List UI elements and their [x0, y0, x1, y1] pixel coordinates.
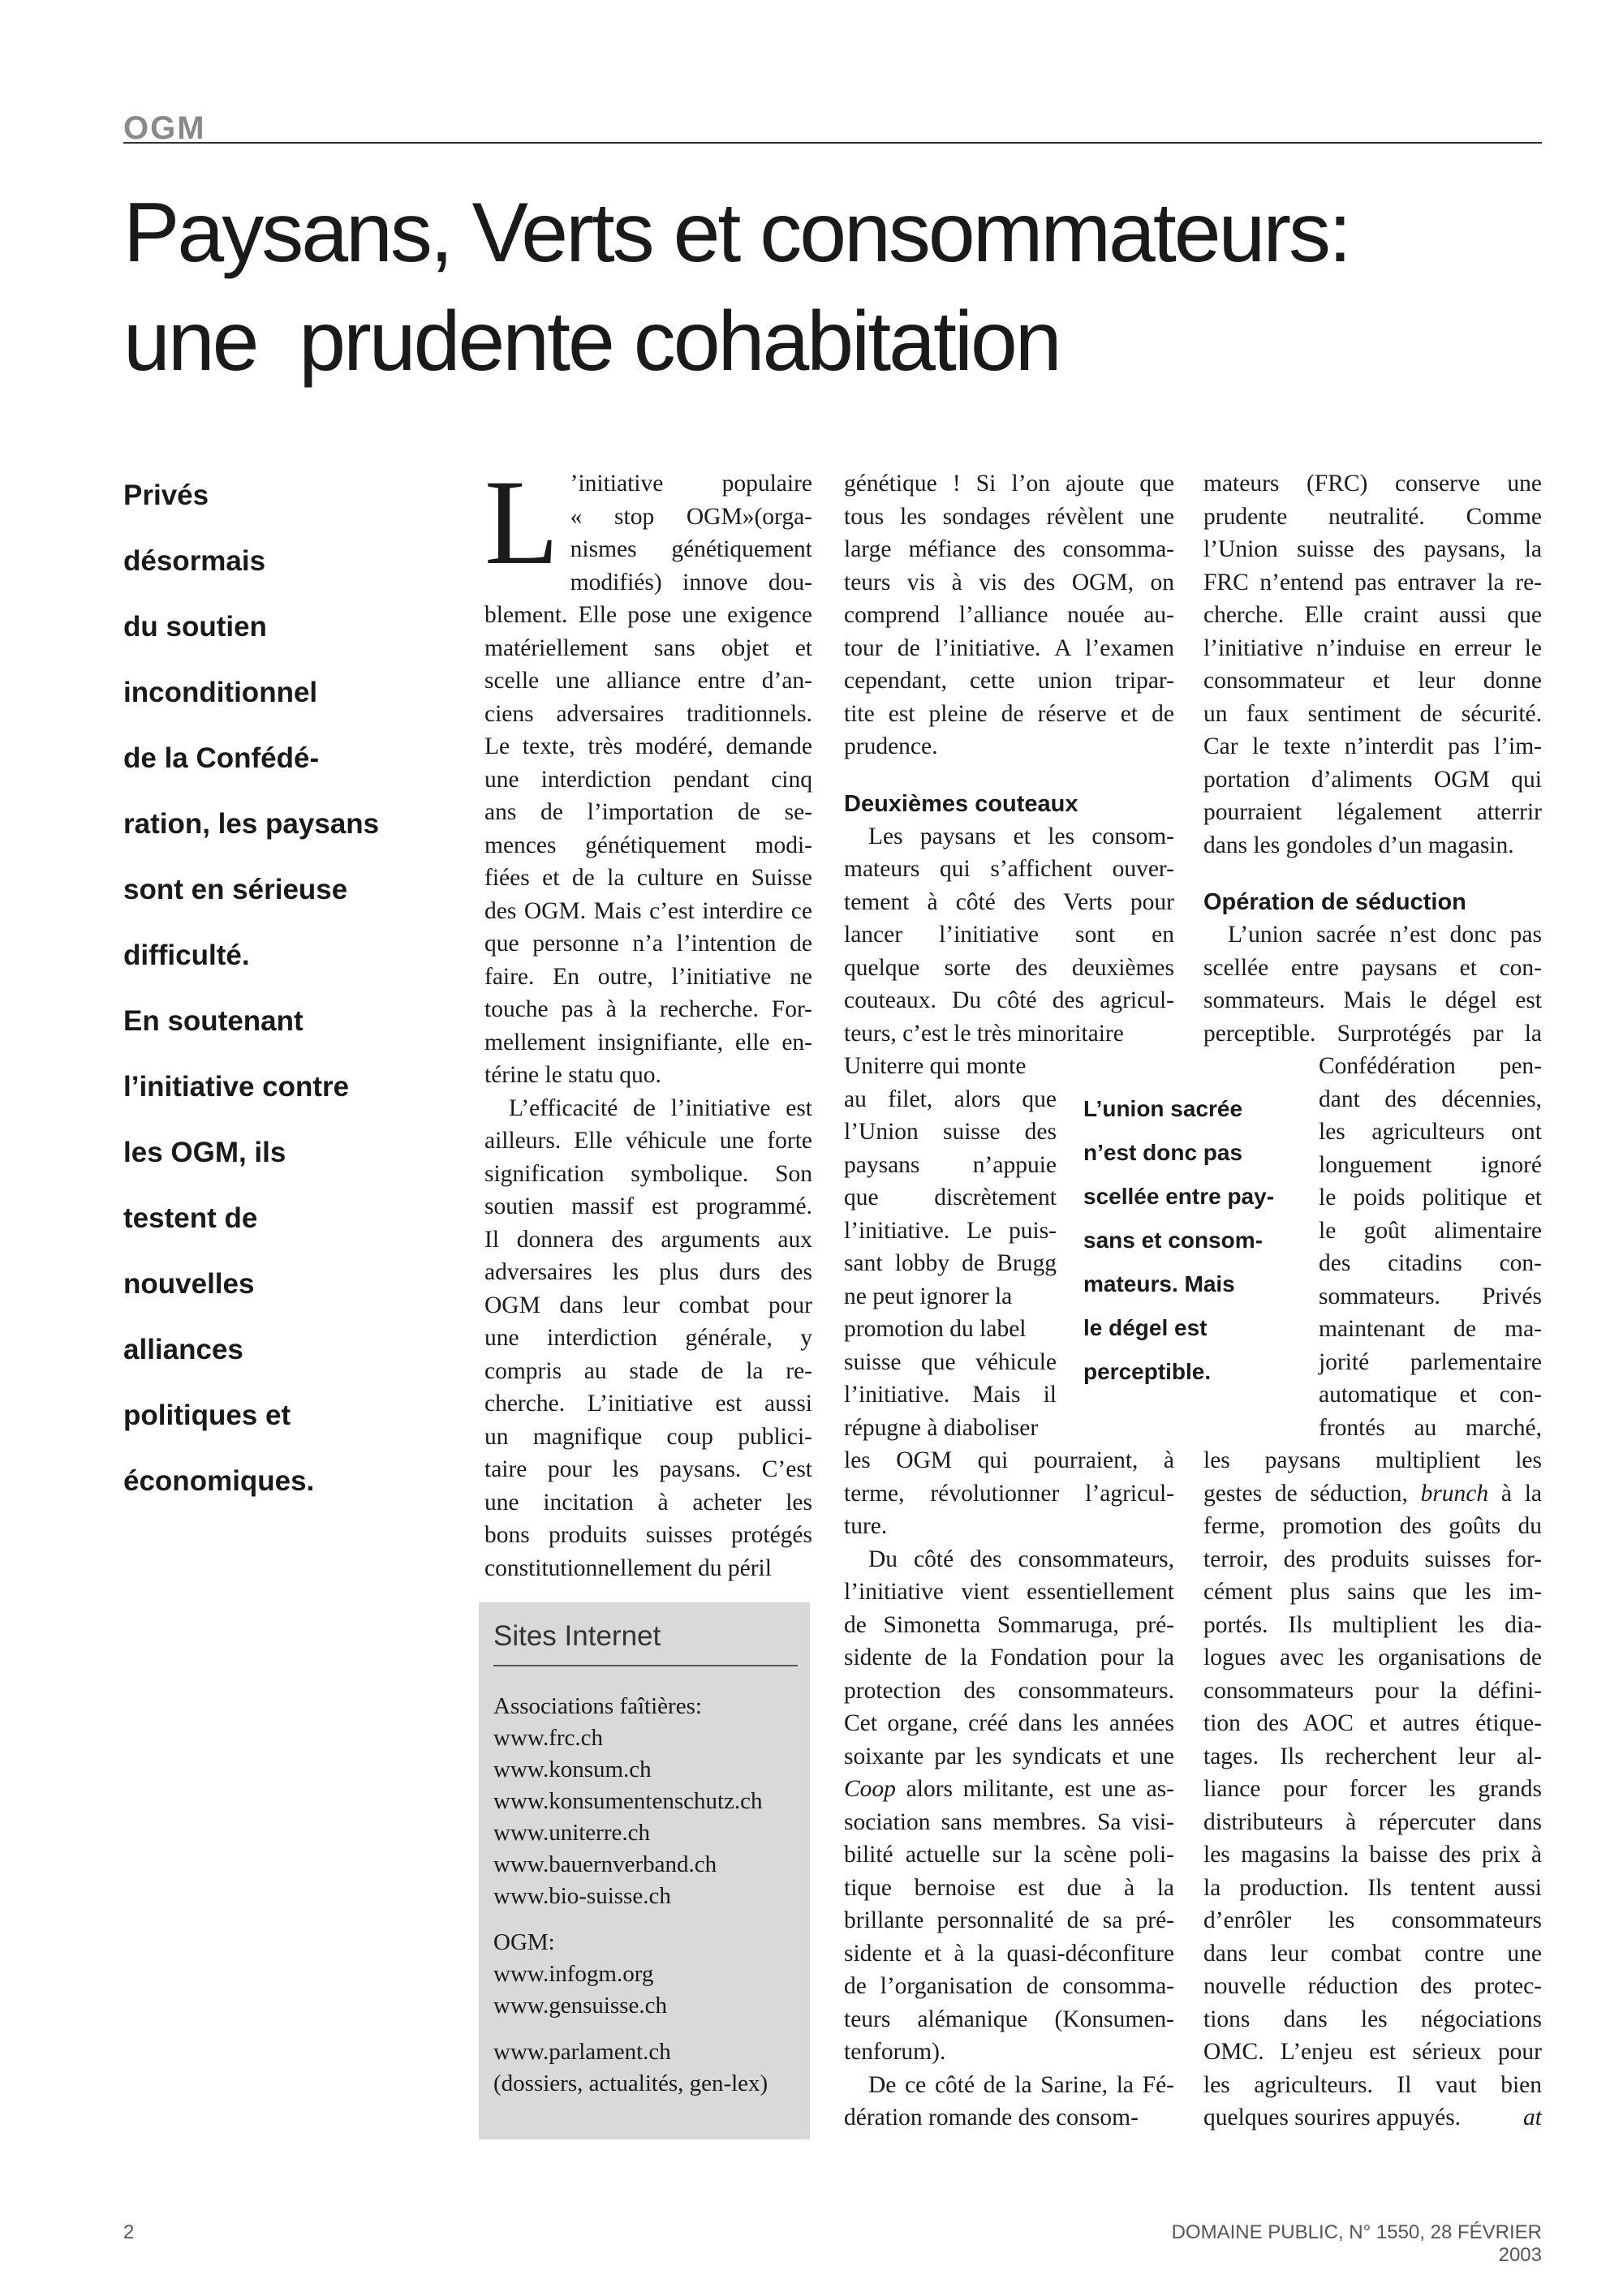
article-line: L’union sacrée n’est donc pas	[1228, 922, 1542, 948]
group-label-ogm: OGM:	[493, 1929, 555, 1955]
article-line: consommateurs pour la défini-	[1203, 1677, 1542, 1704]
pull-quote-line: n’est donc pas	[1083, 1140, 1243, 1165]
article-line: térine le statu quo.	[484, 1062, 661, 1088]
article-line: tique bernoise est due à la	[844, 1874, 1174, 1901]
article-line: soutien massif est programmé.	[484, 1193, 812, 1219]
article-line: bilité actuelle sur la scène poli-	[844, 1842, 1174, 1868]
article-line: adversaires les plus durs des	[484, 1259, 812, 1285]
link-item[interactable]: www.frc.ch	[493, 1725, 604, 1751]
article-line: des citadins con-	[1319, 1250, 1542, 1276]
link-item[interactable]: www.gensuisse.ch	[493, 1993, 667, 2019]
link-item[interactable]: www.uniterre.ch	[493, 1820, 650, 1846]
article-line: de Simonetta Sommaruga, pré-	[844, 1611, 1174, 1638]
article-line: lancer l’initiative sont en	[844, 922, 1174, 948]
pull-quote-line: scellée entre pay-	[1083, 1184, 1275, 1209]
article-line: frontés au marché,	[1319, 1414, 1542, 1441]
article-line: comprend l’alliance nouée au-	[844, 602, 1174, 628]
lead-line: de la Confédé-	[123, 742, 320, 774]
author-signature: at	[1523, 2105, 1542, 2130]
lead-line: ration, les paysans	[123, 808, 380, 840]
article-line: dans les gondoles d’un magasin.	[1203, 832, 1514, 858]
article-line: cherche. L’initiative est aussi	[484, 1391, 812, 1417]
article-line: ’initiative populaire	[570, 471, 812, 497]
article-line: une interdiction pendant cinq	[484, 766, 812, 793]
article-line: tite est pleine de réserve et de	[844, 700, 1174, 727]
article-line: terme, révolutionner l’agricul-	[844, 1480, 1174, 1507]
article-line: dans leur combat contre une	[1203, 1940, 1542, 1967]
article-line: OGM dans leur combat pour	[484, 1292, 812, 1318]
article-line: promotion du label	[844, 1316, 1027, 1342]
article-line: pourraient légalement atterrir	[1203, 799, 1542, 825]
article-line: tages. Ils recherchent leur al-	[1203, 1743, 1542, 1769]
lead-line: testent de	[123, 1202, 258, 1234]
article-line: brillante personnalité de sa pré-	[844, 1907, 1174, 1933]
link-item[interactable]: www.konsumentenschutz.ch	[493, 1788, 763, 1814]
links-associations	[493, 1722, 802, 1912]
lead-line: inconditionnel	[123, 677, 318, 708]
page-number: 2	[123, 2221, 135, 2243]
article-line: cependant, cette union tripar-	[844, 668, 1174, 694]
lead-line: sont en sérieuse	[123, 874, 348, 905]
article-line: portation d’aliments OGM qui	[1203, 766, 1542, 793]
article-line: sociation sans membres. Sa visi-	[844, 1808, 1174, 1835]
column-3-body-b	[1203, 1444, 1542, 2135]
article-line: distributeurs à répercuter dans	[1203, 1808, 1542, 1835]
article-line: les paysans multiplient les	[1203, 1447, 1542, 1473]
lead-line: économiques.	[123, 1465, 315, 1497]
column-2-intro	[844, 467, 1174, 763]
article-line: l’Union suisse des paysans, la	[1203, 536, 1542, 562]
title-line-1: Paysans, Verts et consommateurs:	[123, 186, 1350, 280]
article-line: tous les sondages révèlent une	[844, 503, 1174, 530]
article-line: fiées et de la culture en Suisse	[484, 865, 812, 891]
lead-paragraph	[123, 462, 448, 1514]
article-line: sant lobby de Brugg	[844, 1250, 1057, 1276]
article-line: Cet organe, créé dans les années	[844, 1710, 1174, 1736]
article-line: tement à côté des Verts pour	[844, 888, 1174, 915]
article-line: au filet, alors que	[844, 1086, 1057, 1112]
subhead-operation-de-seduction: Opération de séduction	[1203, 889, 1466, 915]
lead-line: du soutien	[123, 611, 267, 643]
article-line: ne peut ignorer la	[844, 1283, 1013, 1309]
pull-quote-line: perceptible.	[1083, 1359, 1212, 1384]
article-line: FRC n’entend pas entraver la re-	[1203, 569, 1542, 595]
article-column-3	[1203, 467, 1542, 2135]
article-line: les magasins la baisse des prix à	[1203, 1842, 1542, 1868]
article-line: cherche. Elle craint aussi que	[1203, 602, 1542, 628]
article-line: l’initiative. Le puis-	[844, 1217, 1057, 1244]
article-line: nouvelle réduction des protec-	[1203, 1973, 1542, 1999]
article-line: portés. Ils multiplient les dia-	[1203, 1611, 1542, 1638]
article-line: ans de l’importation de se-	[484, 799, 812, 825]
article-line: scelle une alliance entre d’an-	[484, 668, 812, 694]
article-line: suisse que véhicule	[844, 1348, 1057, 1375]
pull-quote-line: le dégel est	[1083, 1315, 1208, 1340]
article-line: teurs alémanique (Konsumen-	[844, 2006, 1174, 2032]
link-item[interactable]: www.infogm.org	[493, 1961, 654, 1987]
lead-line: alliances	[123, 1334, 243, 1365]
article-line: sommateurs. Privés	[1319, 1283, 1542, 1309]
article-line: Les paysans et les consom-	[868, 823, 1174, 849]
article-line: le goût alimentaire	[1319, 1217, 1542, 1244]
article-line: Le texte, très modéré, demande	[484, 733, 812, 759]
article-line: le poids politique et	[1319, 1185, 1542, 1210]
article-line: touche pas à la recherche. For-	[484, 996, 812, 1022]
article-line: ailleurs. Elle véhicule une forte	[484, 1128, 812, 1154]
lead-line: En soutenant	[123, 1005, 304, 1037]
article-line: ciens adversaires traditionnels.	[484, 700, 812, 727]
article-line: quelques sourires appuyés. at	[1203, 2101, 1542, 2135]
article-line: soixante par les syndicats et une	[844, 1743, 1174, 1769]
link-item[interactable]: www.bauernverband.ch	[493, 1851, 717, 1877]
article-line: constitutionnellement du péril	[484, 1554, 772, 1581]
article-line: mences génétiquement modi-	[484, 832, 812, 858]
lead-line: politiques et	[123, 1400, 291, 1431]
article-line: sidente de la Fondation pour la	[844, 1645, 1174, 1670]
article-line: blement. Elle pose une exigence	[484, 602, 812, 628]
article-line: faire. En outre, l’initiative ne	[484, 963, 812, 990]
article-line: De ce côté de la Sarine, la Fé-	[868, 2071, 1174, 2098]
article-line: les OGM qui pourraient, à	[844, 1447, 1174, 1473]
article-line: matériellement sans objet et	[484, 634, 812, 661]
article-line: bons produits suisses protégés	[484, 1522, 812, 1548]
article-line: L’efficacité de l’initiative est	[509, 1094, 812, 1121]
article-line: teurs, c’est le très minoritaire	[844, 1020, 1124, 1047]
article-line: tion des AOC et autres étique-	[1203, 1710, 1542, 1736]
article-line: ferme, promotion des goûts du	[1203, 1513, 1542, 1539]
pull-quote-line: sans et consom-	[1083, 1228, 1263, 1253]
article-line: Du côté des consommateurs,	[868, 1546, 1174, 1572]
article-line: signification symbolique. Son	[484, 1160, 812, 1187]
title-line-2: une prudente cohabitation	[123, 295, 1060, 389]
article-line: protection des consommateurs.	[844, 1677, 1174, 1704]
article-line: tenforum).	[844, 2039, 946, 2065]
publication-info: DOMAINE PUBLIC, N° 1550, 28 FÉVRIER 2003	[1171, 2221, 1542, 2266]
article-line: mateurs (FRC) conserve une	[1203, 471, 1542, 497]
article-line: sommateurs. Mais le dégel est	[1203, 987, 1542, 1013]
article-line: sidente et à la quasi-déconfiture	[844, 1940, 1174, 1967]
article-line: jorité parlementaire	[1319, 1348, 1542, 1375]
article-line: perceptible. Surprotégés par la	[1203, 1020, 1542, 1047]
article-line: des OGM. Mais c’est interdire ce	[484, 897, 812, 924]
article-line: de l’organisation de consomma-	[844, 1973, 1174, 1999]
article-line: prudente neutralité. Comme	[1203, 503, 1542, 530]
article-line: l’initiative vient essentiellement	[844, 1579, 1174, 1605]
group-label-associations: Associations faîtières:	[493, 1693, 702, 1719]
pull-quote-line: mateurs. Mais	[1083, 1271, 1235, 1296]
article-line: teurs vis à vis des OGM, on	[844, 569, 1174, 595]
article-line: Coop alors militante, est une as-	[844, 1776, 1174, 1802]
article-line: couteaux. Du côté des agricul-	[844, 987, 1174, 1013]
article-line: liance pour forcer les grands	[1203, 1776, 1542, 1802]
link-item[interactable]: www.konsum.ch	[493, 1756, 652, 1782]
lead-line: les OGM, ils	[123, 1137, 286, 1168]
article-line: modifiés) innove dou-	[570, 569, 812, 595]
column-3-body-a	[1203, 918, 1542, 1050]
pull-quote-line: L’union sacrée	[1083, 1096, 1243, 1121]
links-parlament	[493, 2036, 802, 2068]
article-line: ture.	[844, 1513, 888, 1539]
article-line: les agriculteurs. Il vaut bien	[1203, 2071, 1542, 2098]
links-ogm	[493, 1958, 802, 2022]
article-column-1	[484, 455, 812, 1584]
link-item[interactable]: www.parlament.ch	[493, 2039, 671, 2065]
article-line: génétique ! Si l’on ajoute que	[844, 471, 1174, 497]
article-line: tions dans les négociations	[1203, 2006, 1542, 2032]
article-line: l’Union suisse des	[844, 1119, 1057, 1145]
header-rule	[123, 142, 1542, 144]
article-line: « stop OGM»(orga-	[570, 503, 812, 530]
lead-line: difficulté.	[123, 939, 250, 971]
article-line: que personne n’a l’intention de	[484, 931, 812, 957]
article-line: logues avec les organisations de	[1203, 1645, 1542, 1670]
column-3-intro	[1203, 467, 1542, 862]
article-line: une interdiction générale, y	[484, 1325, 812, 1351]
article-line: scellée entre paysans et con-	[1203, 954, 1542, 981]
article-line: automatique et con-	[1319, 1382, 1542, 1408]
article-line: l’initiative n’induise en erreur le	[1203, 634, 1542, 661]
article-line: OMC. L’enjeu est sérieux pour	[1203, 2039, 1542, 2065]
article-line: Uniterre qui monte	[844, 1053, 1027, 1079]
subhead-deuxiemes-couteaux: Deuxièmes couteaux	[844, 790, 1078, 817]
column-3-body-narrow	[1319, 1050, 1542, 1444]
sidebar-title: Sites Internet	[493, 1620, 661, 1652]
column-2-body	[844, 820, 1174, 2135]
article-line: maintenant de ma-	[1319, 1316, 1542, 1342]
article-line: dant des décennies,	[1319, 1086, 1542, 1112]
article-line: gestes de séduction, brunch à la	[1203, 1480, 1543, 1507]
article-line: les agriculteurs ont	[1319, 1119, 1542, 1145]
article-line: Car le texte n’interdit pas l’im-	[1203, 733, 1542, 759]
sidebar-links	[493, 1691, 802, 2100]
article-line: la production. Ils tentent aussi	[1203, 1874, 1542, 1901]
article-line: mateurs qui s’affichent ouver-	[844, 856, 1174, 882]
article-line: taire pour les paysans. C’est	[484, 1456, 812, 1482]
drop-cap: L	[484, 455, 559, 590]
article-line: répugne à diaboliser	[844, 1414, 1039, 1441]
article-line: longuement ignoré	[1319, 1151, 1542, 1178]
article-line: tour de l’initiative. A l’examen	[844, 634, 1174, 661]
link-item[interactable]: www.bio-suisse.ch	[493, 1883, 671, 1909]
article-line: large méfiance des consomma-	[844, 536, 1174, 562]
article-line: compris au stade de la re-	[484, 1357, 812, 1384]
article-line: terroir, des produits suisses for-	[1203, 1546, 1542, 1572]
article-line: Confédération pen-	[1319, 1053, 1542, 1079]
article-line: une incitation à acheter les	[484, 1489, 812, 1516]
article-line: l’initiative. Mais il	[844, 1382, 1057, 1408]
lead-line: Privés	[123, 479, 209, 511]
article-line: dération romande des consom-	[844, 2105, 1139, 2130]
article-line: d’enrôler les consommateurs	[1203, 1907, 1542, 1933]
parlament-note: (dossiers, actualités, gen-lex)	[493, 2070, 768, 2096]
article-line: que discrètement	[844, 1185, 1057, 1210]
article-title	[123, 178, 1584, 396]
article-line: quelque sorte des deuxièmes	[844, 954, 1174, 981]
lead-line: désormais	[123, 545, 266, 577]
article-line: paysans n’appuie	[844, 1151, 1057, 1178]
section-label: OGM	[123, 110, 206, 146]
lead-line: nouvelles	[123, 1268, 255, 1300]
article-line: Il donnera des arguments aux	[484, 1226, 812, 1253]
article-line: un faux sentiment de sécurité.	[1203, 700, 1542, 727]
article-line: nismes génétiquement	[570, 536, 812, 562]
sidebar-rule	[493, 1665, 798, 1666]
article-line: un magnifique coup publici-	[484, 1423, 812, 1450]
article-line: prudence.	[844, 733, 938, 759]
article-line: mellement insignifiante, elle en-	[484, 1029, 812, 1056]
lead-line: l’initiative contre	[123, 1071, 350, 1103]
article-line: consommateur et leur donne	[1203, 668, 1542, 694]
article-line: cément plus sains que les im-	[1203, 1579, 1542, 1605]
